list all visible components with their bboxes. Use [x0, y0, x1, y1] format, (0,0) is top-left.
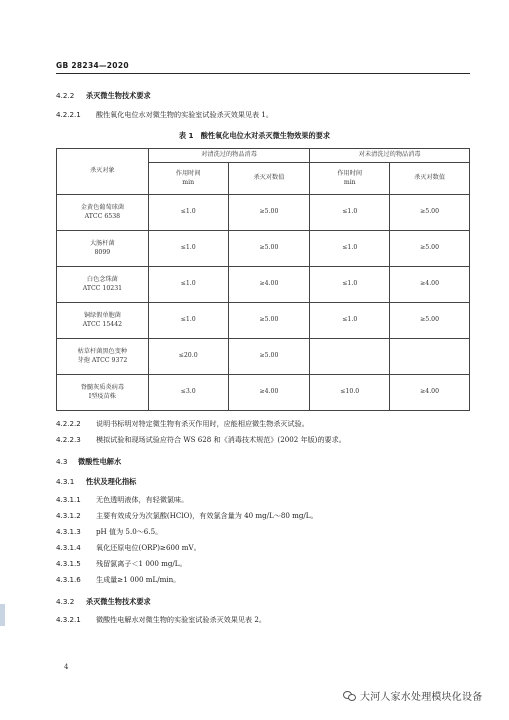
clause-number: 4.3.1.3 — [56, 527, 81, 536]
header-action-time: 作用时间 min — [148, 163, 228, 195]
clause-number: 4.3.2.1 — [56, 615, 81, 624]
section-4-3-2-heading — [56, 597, 151, 607]
section-4-2-2-heading — [56, 91, 151, 101]
value-cell: ≥4.00 — [228, 375, 310, 411]
value-cell: ≥5.00 — [228, 195, 310, 231]
table-row — [57, 195, 470, 231]
wechat-icon — [343, 690, 356, 701]
value-cell: ≥5.00 — [390, 303, 470, 339]
value-cell: ≥5.00 — [228, 339, 310, 375]
clause-text: 微酸性电解水对微生物的实验室试验杀灭效果见表 2。 — [96, 615, 266, 624]
value-cell: ≥4.00 — [390, 267, 470, 303]
table-row — [57, 303, 470, 339]
page-number: 4 — [64, 663, 69, 671]
table-1-caption: 表 1 酸性氧化电位水对杀灭微生物效果的要求 — [178, 131, 331, 140]
value-cell: ≥5.00 — [390, 231, 470, 267]
page-edge-mark — [0, 604, 5, 626]
section-number: 4.2.2 — [56, 91, 75, 100]
section-number: 4.3.2 — [56, 597, 75, 606]
watermark — [343, 688, 482, 703]
value-cell: ≥5.00 — [228, 231, 310, 267]
value-cell: ≥5.00 — [228, 303, 310, 339]
value-cell: ≥4.00 — [228, 267, 310, 303]
value-cell: ≥5.00 — [390, 195, 470, 231]
paragraph-4-3-1-6 — [56, 575, 180, 585]
value-cell: ≤1.0 — [148, 267, 228, 303]
clause-text: 模拟试验和现场试验应符合 WS 628 和《消毒技术规范》(2002 年版)的要求。 — [96, 435, 346, 444]
value-cell: ≤1.0 — [148, 231, 228, 267]
table-1 — [56, 148, 470, 411]
section-number: 4.3.1 — [56, 477, 75, 486]
table-row — [57, 267, 470, 303]
table-row — [57, 231, 470, 267]
organism-cell: 枯草杆菌黑色变种 芽孢 ATCC 9372 — [57, 339, 149, 375]
watermark-text: 大河人家水处理模块化设备 — [360, 692, 483, 703]
clause-text: 残留氯离子＜1 000 mg/L。 — [96, 559, 187, 568]
section-number: 4.3 — [56, 457, 68, 466]
table-row — [57, 375, 470, 411]
header-kill-log: 杀灭对数值 — [228, 163, 310, 195]
value-cell: ≤3.0 — [148, 375, 228, 411]
paragraph-4-3-1-1 — [56, 495, 188, 505]
clause-number: 4.2.2.2 — [56, 419, 81, 428]
section-title: 微酸性电解水 — [78, 457, 122, 466]
paragraph-4-3-1-3 — [56, 527, 162, 537]
clause-number: 4.2.2.3 — [56, 435, 81, 444]
organism-cell: 脊髓灰质炎病毒 Ⅰ型疫苗株 — [57, 375, 149, 411]
value-cell: ≤1.0 — [310, 195, 390, 231]
standard-code: GB 28234—2020 — [56, 61, 129, 70]
clause-number: 4.3.1.6 — [56, 575, 81, 584]
section-title: 性状及理化指标 — [86, 477, 137, 486]
header-kill-log: 杀灭对数值 — [390, 163, 470, 195]
clause-text: 酸性氧化电位水对微生物的实验室试验杀灭效果见表 1。 — [96, 110, 274, 119]
paragraph-4-3-1-2 — [56, 511, 318, 521]
header-action-time: 作用时间 min — [310, 163, 390, 195]
section-4-3-heading — [56, 457, 121, 467]
paragraph-4-2-2-3 — [56, 435, 346, 445]
clause-text: 主要有效成分为次氯酸(HClO)，有效氯含量为 40 mg/L～80 mg/L。 — [96, 511, 318, 520]
organism-cell: 白色念珠菌 ATCC 10231 — [57, 267, 149, 303]
paragraph-4-2-2-2 — [56, 419, 309, 429]
clause-number: 4.3.1.2 — [56, 511, 81, 520]
clause-text: pH 值为 5.0～6.5。 — [96, 527, 163, 536]
clause-text: 无色透明液体，有轻微氯味。 — [96, 495, 189, 504]
section-title: 杀灭微生物技术要求 — [86, 91, 151, 100]
value-cell: ≤10.0 — [310, 375, 390, 411]
value-cell: ≤1.0 — [310, 231, 390, 267]
value-cell — [310, 339, 390, 375]
clause-number: 4.2.2.1 — [56, 110, 81, 119]
clause-text: 氧化还原电位(ORP)≥600 mV。 — [96, 543, 201, 552]
paragraph-4-3-1-5 — [56, 559, 187, 569]
section-title: 杀灭微生物技术要求 — [86, 597, 151, 606]
table-row — [57, 339, 470, 375]
paragraph-4-2-2-1 — [56, 110, 273, 120]
value-cell: ≤20.0 — [148, 339, 228, 375]
value-cell: ≤1.0 — [148, 303, 228, 339]
clause-text: 说明书标明对特定微生物有杀灭作用时，应能相应微生物杀灭试验。 — [96, 419, 309, 428]
header-rule — [56, 73, 470, 74]
paragraph-4-3-2-1 — [56, 615, 266, 625]
value-cell: ≥4.00 — [390, 375, 470, 411]
organism-cell: 铜绿假单胞菌 ATCC 15442 — [57, 303, 149, 339]
clause-text: 生成量≥1 000 mL/min。 — [96, 575, 181, 584]
value-cell: ≤1.0 — [310, 303, 390, 339]
paragraph-4-3-1-4 — [56, 543, 201, 553]
clause-number: 4.3.1.4 — [56, 543, 81, 552]
value-cell: ≤1.0 — [148, 195, 228, 231]
clause-number: 4.3.1.5 — [56, 559, 81, 568]
organism-cell: 大肠杆菌 8099 — [57, 231, 149, 267]
header-cleaned-items: 对清洗过的物品消毒 — [148, 149, 310, 163]
value-cell: ≤1.0 — [310, 267, 390, 303]
value-cell — [390, 339, 470, 375]
header-kill-object: 杀灭对象 — [57, 149, 149, 195]
section-4-3-1-heading — [56, 477, 136, 487]
clause-number: 4.3.1.1 — [56, 495, 81, 504]
organism-cell: 金黄色葡萄球菌 ATCC 6538 — [57, 195, 149, 231]
header-uncleaned-items: 对未清洗过的物品消毒 — [310, 149, 470, 163]
